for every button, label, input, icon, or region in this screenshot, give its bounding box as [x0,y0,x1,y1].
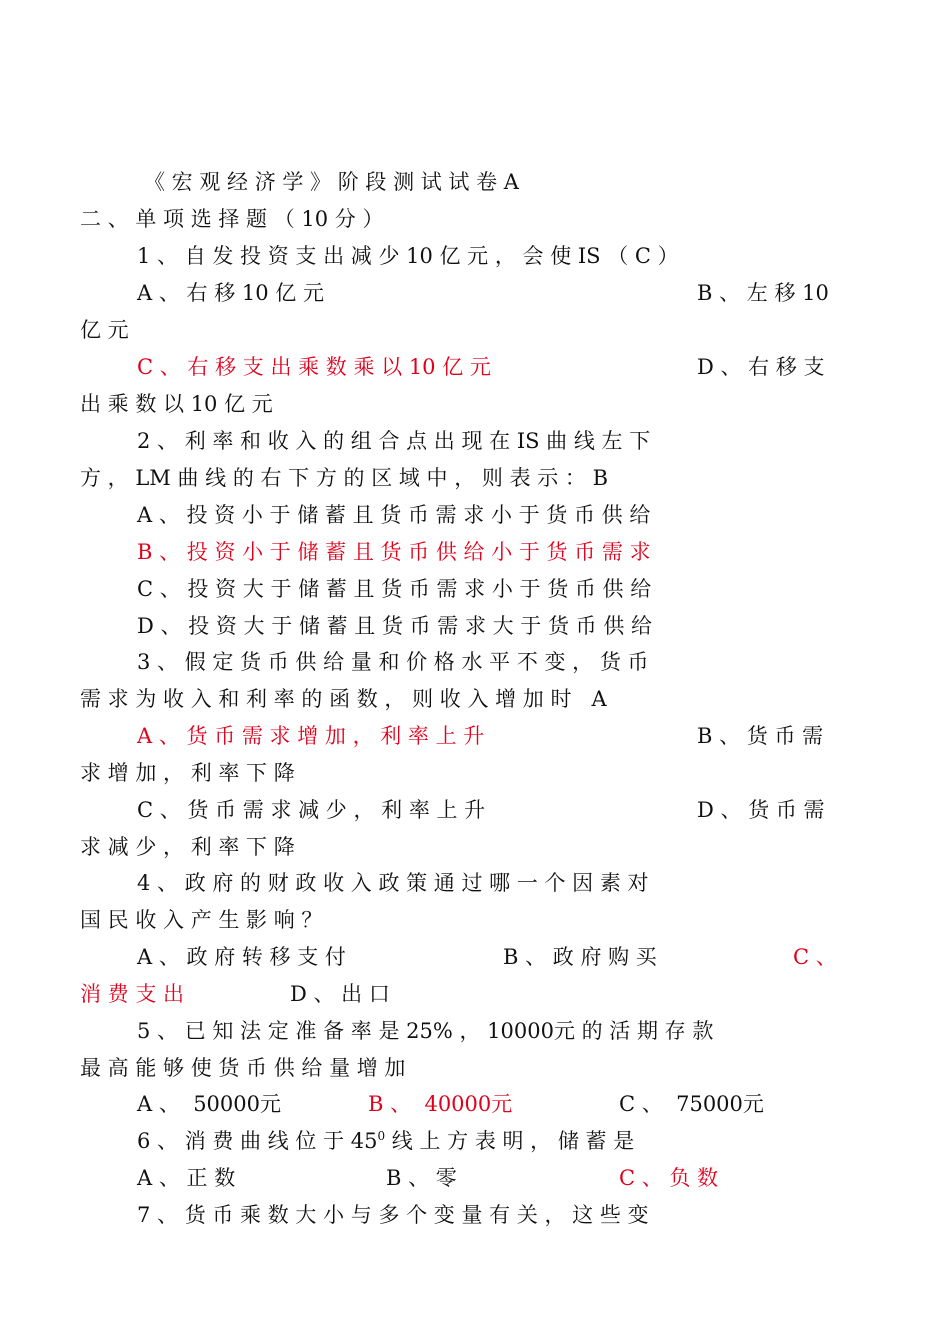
q1-option-b-end: 亿 元 [80,318,129,342]
q3-option-b-end: 求 增 加 ， 利 率 下 降 [80,761,295,785]
q2-stem-line1: 2 、 利 率 和 收 入 的 组 合 点 出 现 在 IS 曲 线 左 下 [137,429,651,453]
q3-option-d-end: 求 减 少 ， 利 率 下 降 [80,835,295,859]
q1-stem: 1 、 自 发 投 资 支 出 减 少 10 亿 元 ， 会 使 IS （ C ） [137,244,679,268]
section-heading: 二 、 单 项 选 择 题 （ 10 分 ） [80,207,384,231]
q5-option-c: C 、 75000元 [619,1092,764,1116]
q4-option-b: B 、 政 府 购 买 [503,945,657,969]
q3-stem-line2: 需 求 为 收 入 和 利 率 的 函 数 ， 则 收 入 增 加 时 A [80,687,607,711]
q3-stem-line1: 3 、 假 定 货 币 供 给 量 和 价 格 水 平 不 变 ， 货 币 [137,650,649,674]
q2-option-b-answer: B 、 投 资 小 于 储 蓄 且 货 币 供 给 小 于 货 币 需 求 [137,540,651,564]
q4-stem-line1: 4 、 政 府 的 财 政 收 入 政 策 通 过 哪 一 个 因 素 对 [137,871,649,895]
q5-stem-line1: 5 、 已 知 法 定 准 备 率 是 25% ， 10000元 的 活 期 存 款 [137,1019,714,1043]
q4-option-c-start-answer: C 、 [793,945,837,969]
q4-stem-line2: 国 民 收 入 产 生 影 响 ？ [80,908,323,932]
q3-option-b-start: B 、 货 币 需 [697,724,824,748]
q2-option-a: A 、 投 资 小 于 储 蓄 且 货 币 需 求 小 于 货 币 供 给 [137,503,651,527]
q6-stem-pre: 6 、 消 费 曲 线 位 于 45 [137,1129,378,1153]
q5-stem-line2: 最 高 能 够 使 货 币 供 给 量 增 加 [80,1056,406,1080]
q6-option-c-answer: C 、 负 数 [619,1166,719,1190]
q1-option-a: A 、 右 移 10 亿 元 [137,281,324,305]
q4-option-c-end-answer: 消 费 支 出 [80,982,185,1006]
q6-option-a: A 、 正 数 [137,1166,236,1190]
q2-stem-line2: 方 ， LM 曲 线 的 右 下 方 的 区 域 中 ， 则 表 示 ： B [80,466,609,490]
q5-option-a: A 、 50000元 [137,1092,281,1116]
q7-stem-line1: 7 、 货 币 乘 数 大 小 与 多 个 变 量 有 关 ， 这 些 变 [137,1203,649,1227]
q6-option-b: B 、 零 [386,1166,457,1190]
q4-option-d: D 、 出 口 [290,982,390,1006]
q2-option-d: D 、 投 资 大 于 储 蓄 且 货 币 需 求 大 于 货 币 供 给 [137,614,652,638]
q3-option-c: C 、 货 币 需 求 减 少 ， 利 率 上 升 [137,798,486,822]
q1-option-d-start: D 、 右 移 支 [697,355,825,379]
q6-stem-post: 线 上 方 表 明 ， 储 蓄 是 [385,1129,635,1153]
page-title: 《 宏 观 经 济 学 》 阶 段 测 试 试 卷 A [144,170,519,194]
q5-option-b-answer: B 、 40000元 [368,1092,513,1116]
q3-option-d-start: D 、 货 币 需 [697,798,825,822]
q3-option-a-answer: A 、 货 币 需 求 增 加 ， 利 率 上 升 [137,724,485,748]
q6-stem [137,1129,634,1153]
q6-stem-superscript: 0 [377,1129,386,1143]
q1-option-d-end: 出 乘 数 以 10 亿 元 [80,392,273,416]
q4-option-a: A 、 政 府 转 移 支 付 [137,945,346,969]
q2-option-c: C 、 投 资 大 于 储 蓄 且 货 币 需 求 小 于 货 币 供 给 [137,577,652,601]
q1-option-c-answer: C 、 右 移 支 出 乘 数 乘 以 10 亿 元 [137,355,491,379]
q1-option-b-start: B 、 左 移 10 [697,281,829,305]
